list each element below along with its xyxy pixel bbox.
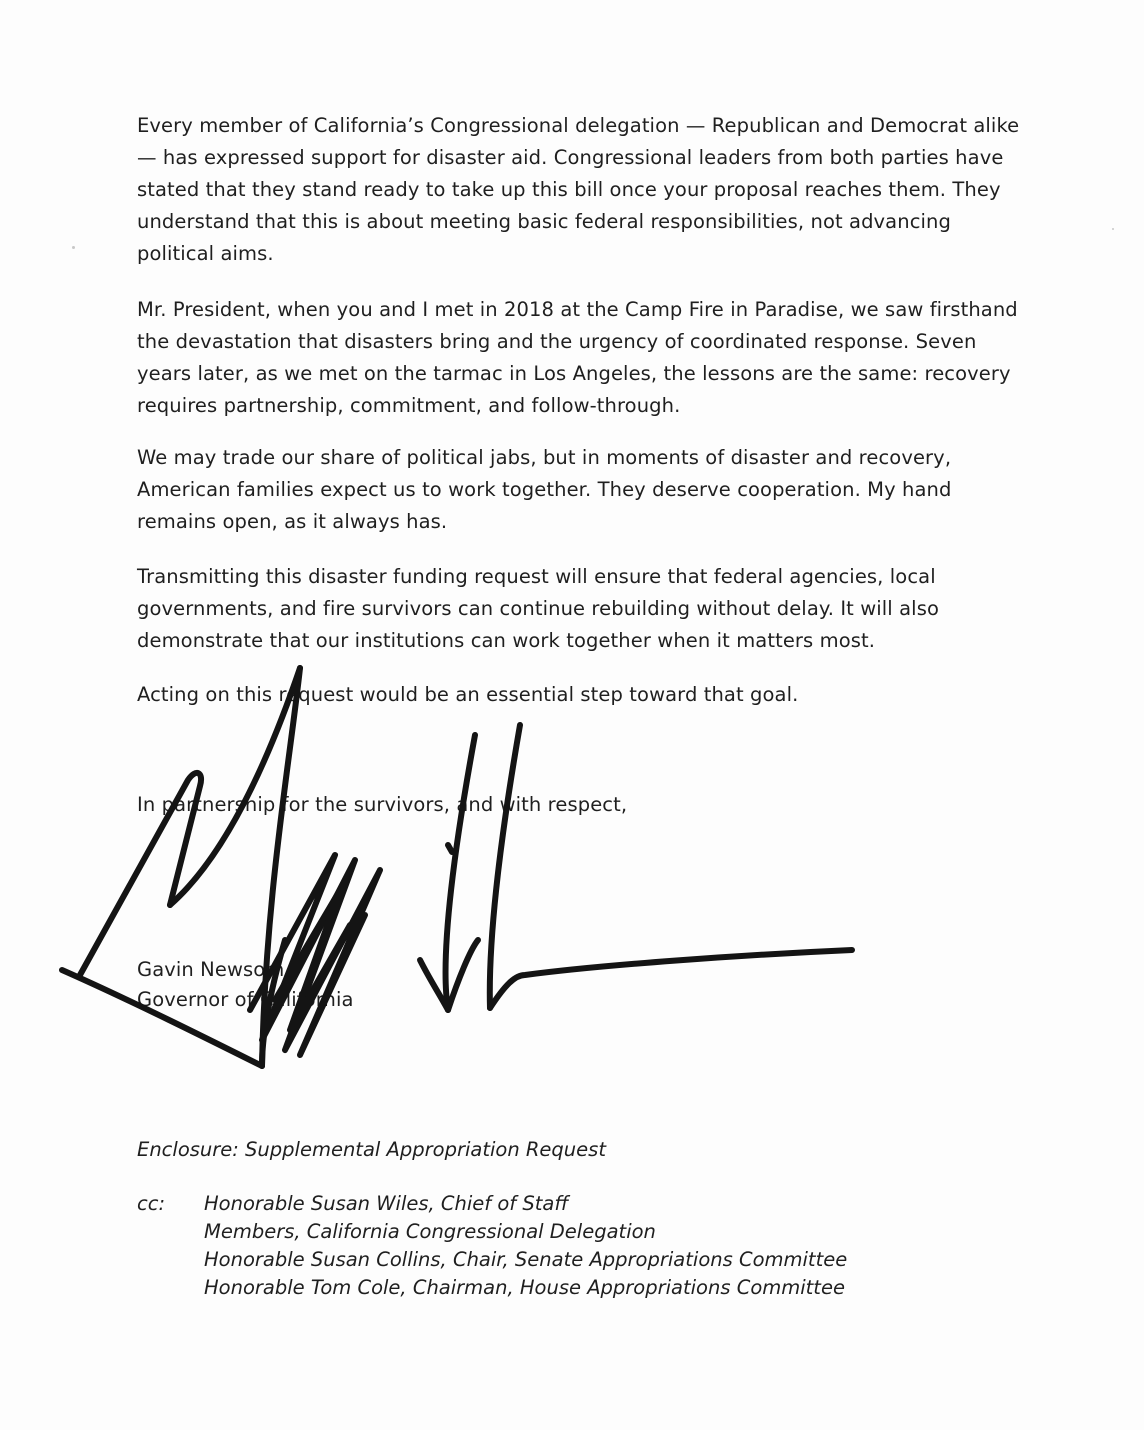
paragraph-delegation-support: Every member of California’s Congressional delegation — Republican and Democrat alike — has expressed support for disaster aid. Congressional leaders from both parties have stated that they stand ready to take up this bill once your proposal reaches them. They understand that this is about meeting basic federal responsibilities, not advancing political aims. bbox=[137, 114, 1020, 265]
paragraph-camp-fire: Mr. President, when you and I met in 2018 at the Camp Fire in Paradise, we saw firsthand the devastation that disasters bring and the urgency of coordinated response. Seven years later, as we met on the tarmac in Los Angeles, the lessons are the same: recovery requires partnership, commitment, and follow-through. bbox=[137, 298, 1018, 417]
paragraph-political-jabs: We may trade our share of political jabs, but in moments of disaster and recovery, American families expect us to work together. They deserve cooperation. My hand remains open, as it always has. bbox=[137, 446, 952, 533]
cc-list bbox=[204, 1190, 1004, 1302]
signer-title: Governor of California bbox=[137, 988, 354, 1011]
signer-name: Gavin Newsom bbox=[137, 958, 285, 981]
scan-speck bbox=[1112, 228, 1114, 230]
scan-speck bbox=[72, 246, 75, 249]
cc-label: cc: bbox=[137, 1192, 166, 1215]
cc-item-house-appropriations: Honorable Tom Cole, Chairman, House Appropriations Committee bbox=[204, 1276, 845, 1299]
cc-item-chief-of-staff: Honorable Susan Wiles, Chief of Staff bbox=[204, 1192, 569, 1215]
enclosure-line: Enclosure: Supplemental Appropriation Request bbox=[137, 1138, 606, 1161]
paragraph-funding-request: Transmitting this disaster funding request will ensure that federal agencies, local governments, and fire survivors can continue rebuilding without delay. It will also demonstrate that our institutions can work together when it matters most. bbox=[137, 565, 939, 652]
paragraph-essential-step: Acting on this request would be an essential step toward that goal. bbox=[137, 683, 799, 706]
cc-item-congressional-delegation: Members, California Congressional Delegation bbox=[204, 1220, 656, 1243]
closing-line: In partnership for the survivors, and with respect, bbox=[137, 793, 628, 816]
signature-stroke bbox=[448, 845, 452, 852]
cc-item-senate-appropriations: Honorable Susan Collins, Chair, Senate Appropriations Committee bbox=[204, 1248, 848, 1271]
